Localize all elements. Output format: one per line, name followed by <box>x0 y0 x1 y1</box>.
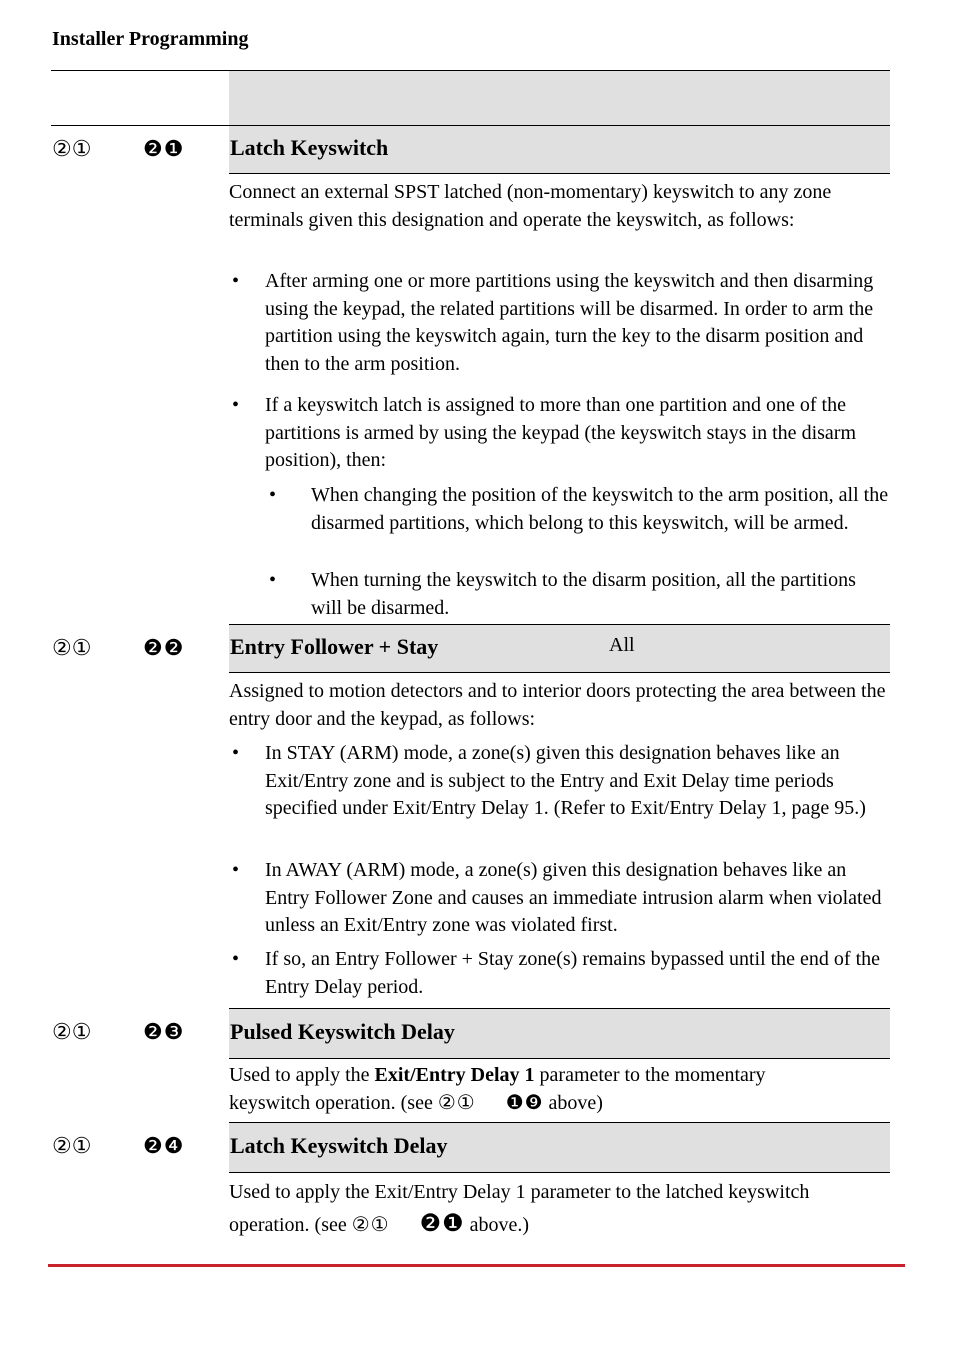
parameter-name: Exit/Entry Delay 1 <box>374 1064 535 1086</box>
partition-value: All <box>609 634 635 656</box>
menu-code-right: ❷❸ <box>143 1019 185 1044</box>
row-divider <box>51 125 229 126</box>
menu-code-left: ②① <box>52 1019 92 1044</box>
bullet-item: After arming one or more partitions using the keyswitch and then disarming using the keypad, the related partitions will be disarmed. In order to arm the partition using the keyswitch again, turn the key to the disarm position and then to the arm position. <box>265 270 874 375</box>
sub-bullet-marker: • <box>269 569 277 591</box>
menu-code-left: ②① <box>52 136 92 161</box>
sub-bullet-item: When changing the position of the keyswitch to the arm position, all the disarmed partitions, which belong to this keyswitch, will be armed. <box>311 484 889 534</box>
bullet-item: If so, an Entry Follower + Stay zone(s) remains bypassed until the end of the Entry Delay period. <box>265 948 881 998</box>
bullet-marker: • <box>232 742 240 764</box>
bullet-item: In AWAY (ARM) mode, a zone(s) given this designation behaves like an Entry Follower Zone and causes an immediate intrusion alarm when violated unless an Exit/Entry zone was violated first. <box>265 859 882 936</box>
menu-code-right: ❷❷ <box>143 635 185 660</box>
running-head: Installer Programming <box>52 28 249 50</box>
sub-bullet-item: When turning the keyswitch to the disarm position, all the partitions will be disarmed. <box>311 569 856 619</box>
bullet-item: In STAY (ARM) mode, a zone(s) given this designation behaves like an Exit/Entry zone and is subject to the Entry and Exit Delay time periods specified under Exit/Entry Delay 1. (Refer to Exit/Entry Delay 1, page 95.) <box>265 742 866 819</box>
bullet-marker: • <box>232 859 240 881</box>
ref-code-left: ②① <box>437 1091 476 1114</box>
ref-code-right: ❷❶ <box>419 1211 465 1237</box>
ref-code-right: ❶❾ <box>505 1091 544 1114</box>
body-text: parameter to the momentary <box>534 1064 766 1086</box>
body-text: keyswitch operation. (see <box>229 1091 438 1114</box>
menu-code-right: ❷❹ <box>143 1133 185 1158</box>
ref-code-left: ②① <box>351 1214 390 1236</box>
bullet-item: If a keyswitch latch is assigned to more than one partition and one of the partitions is armed by using the keypad (the keyswitch stays in the disarm position), then: <box>265 394 856 471</box>
section-title: Entry Follower + Stay <box>230 634 439 659</box>
bullet-marker: • <box>232 394 240 416</box>
table-header-band <box>229 71 890 125</box>
section-title-bar <box>229 1008 890 1059</box>
menu-code-left: ②① <box>52 635 92 660</box>
bullet-marker: • <box>232 948 240 970</box>
section-body <box>229 1062 891 1117</box>
section-intro: Assigned to motion detectors and to interior doors protecting the area between the entry door and the keypad, as follows: <box>229 680 886 730</box>
body-text: Used to apply the <box>229 1064 375 1086</box>
section-title: Latch Keyswitch <box>230 135 389 160</box>
section-title-bar <box>229 125 890 174</box>
section-title: Latch Keyswitch Delay <box>230 1133 448 1158</box>
section-title: Pulsed Keyswitch Delay <box>230 1019 455 1044</box>
section-title-bar <box>229 1122 890 1173</box>
body-text: operation. (see <box>229 1214 352 1236</box>
body-text: above) <box>543 1091 603 1114</box>
bullet-marker: • <box>232 270 240 292</box>
section-title-bar <box>229 624 890 673</box>
menu-code-right: ❷❶ <box>143 136 185 161</box>
menu-code-left: ②① <box>52 1133 92 1158</box>
body-text: Used to apply the Exit/Entry Delay 1 parameter to the latched keyswitch <box>229 1181 810 1203</box>
body-text: above.) <box>464 1214 530 1236</box>
section-intro: Connect an external SPST latched (non-momentary) keyswitch to any zone terminals given this designation and operate the keyswitch, as follows: <box>229 181 832 231</box>
sub-bullet-marker: • <box>269 484 277 506</box>
footer-rule <box>48 1264 905 1267</box>
section-body <box>229 1176 891 1241</box>
